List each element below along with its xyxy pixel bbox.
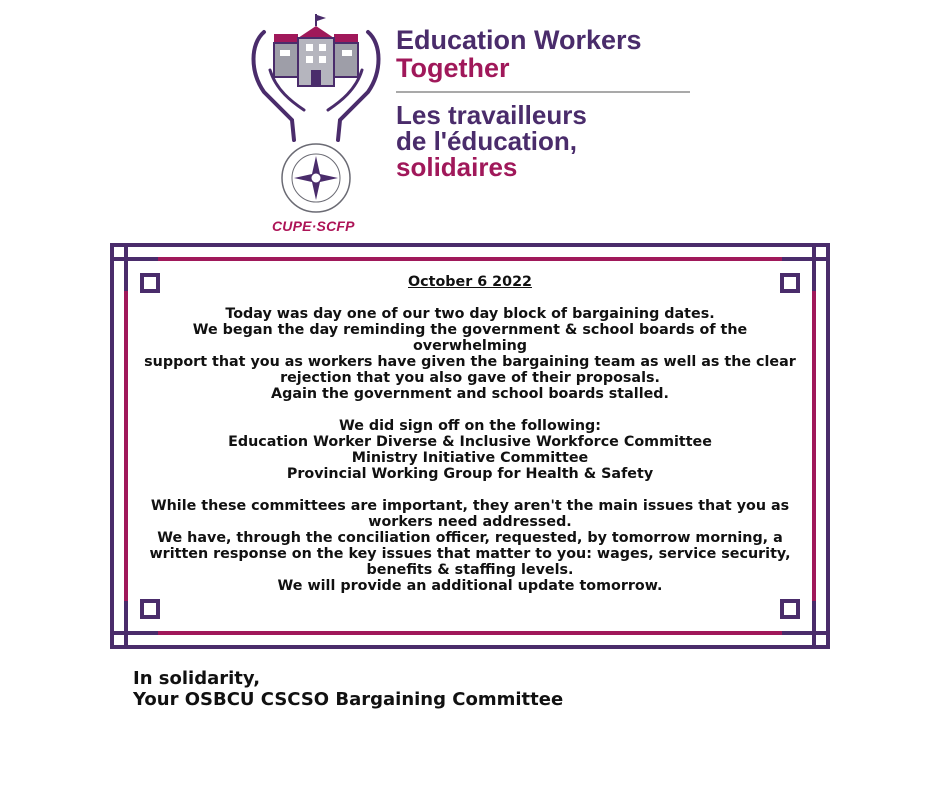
- paragraph-gap: [140, 402, 800, 418]
- brand-title-fr-line1: Les travailleurs: [396, 100, 587, 130]
- brand-title-fr-line2: de l'éducation,: [396, 126, 577, 156]
- signoff: [133, 668, 563, 710]
- notice-line: While these committees are important, they aren't the main issues that you as: [150, 498, 790, 514]
- committee-item: Provincial Working Group for Health & Safety: [286, 466, 654, 482]
- committee-item: Education Worker Diverse & Inclusive Workforce Committee: [228, 434, 712, 450]
- notice-line: Again the government and school boards stalled.: [271, 386, 669, 402]
- brand-title-fr-line3: solidaires: [396, 152, 518, 182]
- notice-line: rejection that you also gave of their proposals.: [280, 370, 660, 386]
- brand-title-english: [396, 26, 642, 82]
- notice-line: We began the day reminding the government & school boards of the overwhelming: [192, 322, 748, 354]
- notice-line: We did sign off on the following:: [338, 418, 602, 434]
- notice-line: We will provide an additional update tomorrow.: [277, 578, 663, 594]
- bargaining-update-notice: [140, 274, 800, 624]
- signoff-committee: Your OSBCU CSCSO Bargaining Committee: [133, 689, 564, 710]
- paragraph-gap: [140, 482, 800, 498]
- notice-line: written response on the key issues that matter to you: wages, service security,: [149, 546, 791, 562]
- signoff-salutation: In solidarity,: [133, 668, 261, 689]
- brand-title-en-line2: Together: [396, 53, 510, 83]
- cupe-scfp-badge: CUPE·SCFP: [272, 218, 355, 234]
- brand-title-en-line1: Education Workers: [396, 25, 642, 55]
- notice-line: benefits & staffing levels.: [366, 562, 574, 578]
- notice-line: Today was day one of our two day block of bargaining dates.: [225, 306, 715, 322]
- education-workers-logo: [246, 14, 386, 236]
- notice-line: We have, through the conciliation officer, requested, by tomorrow morning, a: [157, 530, 783, 546]
- brand-divider: [396, 91, 690, 93]
- notice-date: October 6 2022: [408, 274, 532, 290]
- brand-title-french: [396, 102, 587, 180]
- notice-line: support that you as workers have given the bargaining team as well as the clear: [144, 354, 796, 370]
- committee-item: Ministry Initiative Committee: [351, 450, 589, 466]
- notice-line: workers need addressed.: [368, 514, 572, 530]
